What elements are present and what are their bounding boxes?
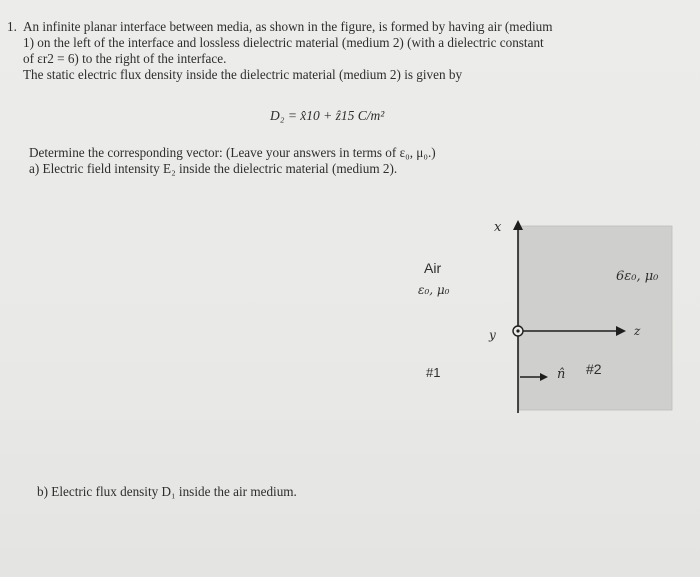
interface-figure bbox=[410, 210, 690, 430]
dielectric-region bbox=[519, 226, 672, 410]
x-axis-label: x bbox=[494, 220, 502, 235]
air-params: ε₀, μ₀ bbox=[418, 283, 450, 297]
part-b-text: b) Electric flux density D₁ inside the air medium. bbox=[37, 484, 297, 499]
problem-number: 1. bbox=[7, 19, 17, 34]
flux-density-equation: D₂ = x̂10 + ẑ15 C/m² bbox=[270, 108, 385, 123]
problem-line-4: The static electric flux density inside the dielectric material (medium 2) is given by bbox=[23, 67, 463, 82]
dielectric-params: 6ε₀, μ₀ bbox=[616, 269, 659, 284]
problem-line-1: An infinite planar interface between media, as shown in the figure, is formed by having air (medium bbox=[23, 19, 553, 34]
part-a-text: a) Electric field intensity E₂ inside the dielectric material (medium 2). bbox=[29, 161, 398, 176]
interface-diagram bbox=[410, 210, 690, 430]
normal-vector-label: n̂ bbox=[557, 367, 566, 382]
problem-line-2: 1) on the left of the interface and lossless dielectric material (medium 2) (with a dielectric constant bbox=[23, 35, 544, 50]
y-axis-dot bbox=[516, 329, 519, 332]
y-axis-label: y bbox=[489, 328, 496, 342]
medium-1-label: #1 bbox=[426, 365, 441, 380]
determine-text: Determine the corresponding vector: (Leave your answers in terms of ε₀, μ₀.) bbox=[29, 145, 436, 160]
x-axis-arrowhead bbox=[513, 220, 523, 230]
air-label: Air bbox=[424, 260, 442, 276]
z-axis-label: z bbox=[634, 324, 641, 338]
problem-line-3: of εr2 = 6) to the right of the interface. bbox=[23, 51, 227, 66]
medium-2-label: #2 bbox=[586, 361, 602, 377]
